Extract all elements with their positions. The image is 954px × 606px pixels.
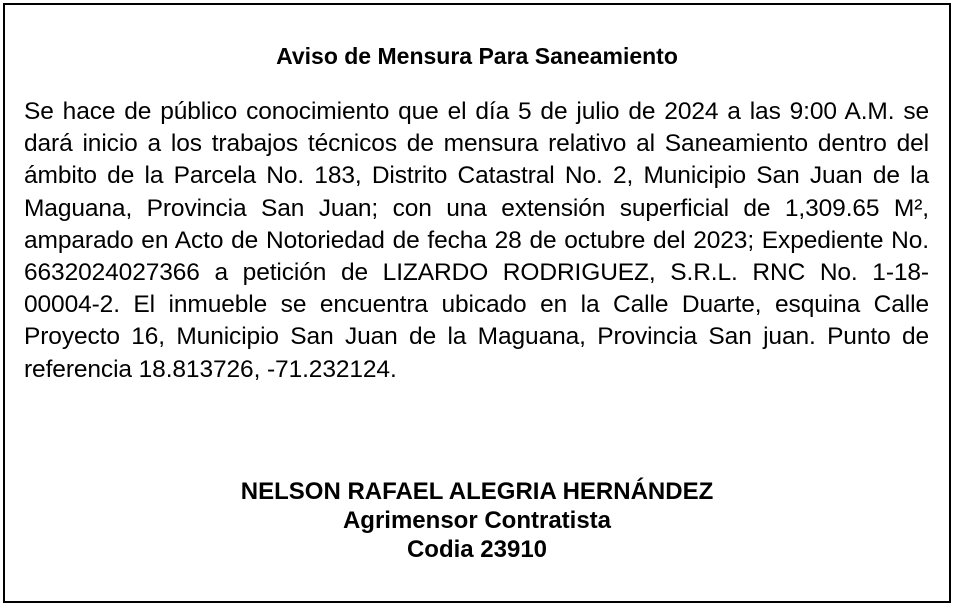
notice-box xyxy=(3,3,951,603)
signatory-role: Agrimensor Contratista xyxy=(342,507,612,534)
notice-title: Aviso de Mensura Para Saneamiento xyxy=(276,43,678,69)
signatory-name: NELSON RAFAEL ALEGRIA HERNÁNDEZ xyxy=(240,478,714,505)
notice-body: Se hace de público conocimiento que el día 5 de julio de 2024 a las 9:00 A.M. se dará inicio a los trabajos técnicos de mensura relativo al Saneamiento dentro del ámbito de la Parcela No. 183, Distrito Catastral No. 2, Municipio San Juan de la Maguana, Provincia San Juan; con una extensión superficial de 1,309.65 M², amparado en Acto de Notoriedad de fecha 28 de octubre del 2023; Expediente No. 6632024027366 a petición de LIZARDO RODRIGUEZ, S.R.L. RNC No. 1-18-00004-2. El inmueble se encuentra ubicado en la Calle Duarte, esquina Calle Proyecto 16, Municipio San Juan de la Maguana, Provincia San juan. Punto de referencia 18.813726, -71.232124. xyxy=(24,98,929,383)
signatory-codia: Codia 23910 xyxy=(406,536,548,563)
signature-block xyxy=(5,477,949,564)
